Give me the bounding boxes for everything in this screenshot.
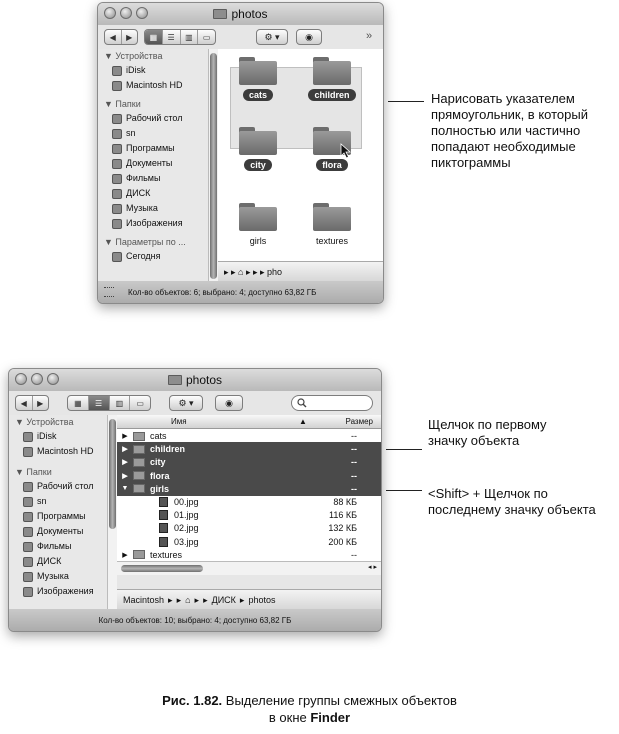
folder-icon [133,471,145,480]
film-icon [112,174,122,184]
finder-window-icon-view [97,2,384,304]
folder-icon [112,189,122,199]
list-view-area[interactable] [117,415,381,575]
sidebar-item-label: sn [126,128,136,138]
sidebar-scrollbar[interactable] [208,49,218,281]
sidebar-item-label: Рабочий стол [37,481,94,491]
path-separator-icon: ▸ [194,594,200,605]
row-name: children [150,444,186,455]
sidebar [9,415,108,609]
sidebar-item-music[interactable] [9,569,107,584]
horizontal-scroll-thumb[interactable] [121,565,203,572]
folder-icon [133,432,145,441]
annotation-drag-rectangle: Нарисовать указателем прямоугольник, в который полностью или частично попадают необходимые пиктограммы [431,91,588,170]
sidebar-item-applications[interactable] [9,509,107,524]
sort-arrow-icon: ▲ [299,417,307,426]
idisk-icon [23,432,33,442]
list-row[interactable] [117,495,381,509]
image-file-icon [159,510,168,520]
sidebar [98,49,209,281]
sidebar-header-folders[interactable]: ▼ Папки [15,467,52,477]
sidebar-item-macintosh-hd[interactable] [98,78,208,93]
clock-icon [112,252,122,262]
disclosure-closed-icon[interactable]: ▶ [122,459,128,467]
sidebar-item-idisk[interactable] [98,63,208,78]
coverflow-view-button[interactable]: ▭ [202,32,211,42]
sidebar-item-movies[interactable] [9,539,107,554]
row-size: 116 КБ [329,510,357,521]
folder-icon [313,203,351,231]
disclosure-closed-icon[interactable]: ▶ [122,433,128,440]
folder-icon [239,203,277,231]
row-size: -- [351,470,357,481]
documents-icon [23,527,33,537]
sidebar-scrollbar[interactable] [107,415,117,609]
list-row[interactable] [117,455,381,469]
resize-grip-icon[interactable] [104,287,114,297]
status-text: Кол-во объектов: 10; выбрано: 4; доступно 63,82 ГБ [98,615,292,625]
sidebar-item-label: Музыка [126,203,158,213]
sidebar-item-disk[interactable] [98,186,208,201]
sidebar-item-label: Фильмы [37,541,72,551]
sidebar-item-home[interactable] [9,494,107,509]
sidebar-item-label: ДИСК [126,188,151,198]
home-icon [112,129,122,139]
eye-icon: ◉ [305,31,313,42]
list-row[interactable] [117,469,381,483]
list-row[interactable] [117,548,381,562]
disclosure-closed-icon[interactable]: ▶ [122,472,128,480]
music-icon [23,572,33,582]
folder-icon [23,557,33,567]
path-segment[interactable]: photos [248,595,276,605]
sidebar-item-home[interactable] [98,126,208,141]
sidebar-item-label: iDisk [37,431,57,441]
window-title [98,7,383,21]
nav-buttons [15,395,49,411]
sidebar-item-label: Программы [126,143,175,153]
caption-figure-number: Рис. 1.82. [162,693,223,708]
folder-label: children [308,89,355,101]
search-icon [297,398,307,408]
view-mode-control [144,29,216,45]
forward-button[interactable]: ▶ [37,398,44,408]
sidebar-item-label: Macintosh HD [37,446,94,456]
folder-icon-item[interactable] [302,127,362,173]
folder-icon-item[interactable] [302,203,362,249]
path-separator-icon: ▸ [168,594,173,605]
sidebar-header-search-for[interactable]: ▼ Параметры по ... [104,237,186,247]
sidebar-item-music[interactable] [98,201,208,216]
caption-text-2: в окне [268,710,311,725]
row-size: 200 КБ [328,536,357,547]
folder-icon-item[interactable] [228,127,288,173]
folder-label: flora [316,159,348,171]
figure-caption [0,692,619,726]
caption-line-2 [0,709,619,726]
sidebar-item-label: ДИСК [37,556,62,566]
image-file-icon [159,497,168,507]
status-bar [98,281,383,303]
applications-icon [23,512,33,522]
folder-icon [133,484,145,493]
sidebar-item-label: Документы [37,526,84,536]
list-view-button[interactable]: ☰ [163,30,181,44]
row-size: -- [351,457,357,468]
callout-line [388,101,424,102]
list-row[interactable] [117,508,381,522]
sidebar-header-folders[interactable]: ▼ Папки [104,99,141,109]
column-header-name[interactable]: Имя [171,417,187,426]
home-icon [23,497,33,507]
path-bar [117,589,382,610]
mouse-pointer-icon [340,143,352,159]
title-bar[interactable] [9,369,381,391]
folder-icon-item[interactable] [302,57,362,103]
folder-icon [313,57,351,85]
desktop-icon [23,482,33,492]
column-view-button[interactable]: ▥ [181,30,199,44]
sidebar-item-movies[interactable] [98,171,208,186]
gear-icon: ⚙ ▾ [178,397,194,408]
forward-button[interactable]: ▶ [126,32,133,42]
disclosure-closed-icon[interactable]: ▶ [122,446,128,454]
home-icon[interactable]: ⌂ [185,595,191,605]
sidebar-item-label: Музыка [37,571,69,581]
documents-icon [112,159,122,169]
sidebar-item-pictures[interactable] [98,216,208,231]
sidebar-item-desktop[interactable] [98,111,208,126]
image-file-icon [159,537,168,547]
annotation-shift-click: <Shift> + Щелчок по последнему значку объекта [428,486,596,517]
image-file-icon [159,523,168,533]
row-name: flora [150,470,170,481]
folder-label: city [244,159,272,171]
row-name: 03.jpg [174,536,199,547]
action-menu-button[interactable] [256,29,288,45]
icon-view-area[interactable] [218,49,383,261]
hard-drive-icon [112,81,122,91]
folder-icon [133,550,145,559]
sidebar-item-today[interactable] [98,249,208,264]
icon-view-button[interactable]: ▦ [68,396,89,410]
coverflow-view-button[interactable]: ▭ [136,398,144,408]
back-button[interactable]: ◀ [105,30,122,44]
list-header [117,415,381,429]
music-icon [112,204,122,214]
folder-icon [133,458,145,467]
quick-look-button[interactable] [296,29,322,45]
sidebar-scroll-thumb[interactable] [210,53,217,279]
horizontal-scrollbar[interactable] [117,561,381,575]
folder-icon [213,9,227,19]
row-size: 88 КБ [333,497,357,507]
row-name: textures [150,549,183,560]
gear-icon: ⚙ ▾ [264,31,280,42]
back-button[interactable]: ◀ [16,396,33,410]
sidebar-item-disk[interactable] [9,554,107,569]
list-row[interactable] [117,442,381,456]
column-view-button[interactable]: ▥ [110,396,131,410]
hard-drive-icon [23,447,33,457]
disclosure-open-icon[interactable]: ▼ [121,485,129,493]
list-view-button[interactable]: ☰ [89,396,110,410]
row-size: -- [351,483,357,494]
sidebar-item-pictures[interactable] [9,584,107,599]
sidebar-item-documents[interactable] [9,524,107,539]
annotation-first-click: Щелчок по первому значку объекта [428,417,547,448]
sidebar-item-label: Фильмы [126,173,161,183]
applications-icon [112,144,122,154]
sidebar-item-label: Изображения [126,218,183,228]
toolbar-overflow-icon[interactable]: » [366,30,373,42]
caption-app-name: Finder [310,710,351,725]
sidebar-item-label: Документы [126,158,173,168]
scroll-arrows-icon[interactable]: ◂ ▸ [368,564,377,571]
film-icon [23,542,33,552]
desktop-icon [112,114,122,124]
folder-icon [239,57,277,85]
path-bar [218,261,384,282]
folder-icon-item[interactable] [228,203,288,249]
callout-line [386,490,422,491]
status-bar [9,609,381,631]
window-title [9,373,381,387]
path-separator-icon: ▸ [176,594,182,605]
pictures-icon [23,587,33,597]
row-size: -- [351,431,357,441]
icon-view-button[interactable]: ▦ [145,30,163,44]
row-name: city [150,457,166,468]
window-title-text: photos [185,373,223,387]
sidebar-item-label: sn [37,496,47,506]
sidebar-item-label: iDisk [126,65,146,75]
path-separator-icon: ▸ [239,594,245,605]
folder-label: cats [243,89,273,101]
quick-look-button[interactable] [215,395,243,411]
row-name: cats [150,431,167,441]
nav-buttons [104,29,138,45]
sidebar-item-macintosh-hd[interactable] [9,444,107,459]
sidebar-item-label: Рабочий стол [126,113,183,123]
path-separator-icon: ▸ [203,594,208,605]
title-bar[interactable] [98,3,383,25]
folder-label: textures [315,236,348,246]
status-text: Кол-во объектов: 6; выбрано: 4; доступно 63,82 ГБ [128,287,317,297]
row-name: 00.jpg [174,497,199,507]
folder-label: girls [249,236,267,246]
row-name: girls [150,483,170,494]
disclosure-closed-icon[interactable]: ▶ [122,551,128,559]
path-segment[interactable]: Macintosh [123,595,165,605]
sidebar-item-documents[interactable] [98,156,208,171]
column-header-size[interactable]: Размер [345,417,373,426]
search-field[interactable] [291,395,373,411]
list-row[interactable] [117,482,381,496]
list-row[interactable] [117,521,381,535]
row-size: 132 КБ [328,523,357,534]
row-name: 01.jpg [174,510,199,521]
sidebar-item-label: Macintosh HD [126,80,183,90]
sidebar-scroll-thumb[interactable] [109,419,116,529]
row-size: -- [351,444,357,455]
path-segment[interactable]: ДИСК [211,595,236,605]
finder-window-list-view [8,368,382,632]
idisk-icon [112,66,122,76]
pictures-icon [112,219,122,229]
list-row[interactable] [117,429,381,443]
sidebar-item-idisk[interactable] [9,429,107,444]
eye-icon: ◉ [225,397,233,408]
window-title-text: photos [231,7,268,21]
callout-line [386,449,422,450]
view-mode-control [67,395,151,411]
caption-text: Выделение группы смежных объектов [222,693,457,708]
folder-icon [133,445,145,454]
folder-icon [168,375,182,385]
sidebar-item-label: Программы [37,511,86,521]
sidebar-header-devices[interactable]: ▼ Устройства [104,51,163,61]
sidebar-item-applications[interactable] [98,141,208,156]
folder-icon-item[interactable] [228,57,288,103]
row-name: 02.jpg [174,523,199,534]
path-bar-text[interactable]: ▸ ▸ ⌂ ▸ ▸ ▸ pho [224,266,283,277]
caption-line-1 [0,692,619,709]
list-row[interactable] [117,535,381,549]
sidebar-header-devices[interactable]: ▼ Устройства [15,417,74,427]
sidebar-item-desktop[interactable] [9,479,107,494]
sidebar-item-label: Изображения [37,586,94,596]
sidebar-item-label: Сегодня [126,251,161,261]
row-size: -- [351,549,357,560]
folder-icon [239,127,277,155]
action-menu-button[interactable] [169,395,203,411]
